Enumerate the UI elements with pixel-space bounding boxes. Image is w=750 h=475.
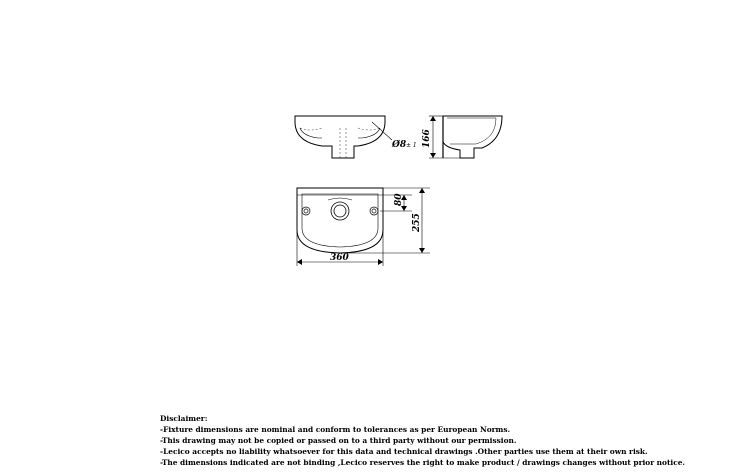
- disclaimer-line: -Fixture dimensions are nominal and conform to tolerances as per European Norms.: [160, 425, 511, 434]
- tap-offset-label: 80: [394, 193, 404, 206]
- disclaimer-title: Disclaimer:: [160, 414, 208, 423]
- tap-hole-left: [302, 207, 310, 215]
- height-dimension: [429, 116, 460, 158]
- disclaimer-line: -Lecico accepts no liability whatsoever for this data and technical drawings .Other parties use them at their own risk.: [160, 447, 648, 456]
- waste-overflow: [328, 198, 352, 200]
- depth-dimension-label: 255: [412, 213, 422, 232]
- disclaimer: [160, 413, 745, 468]
- side-view: [443, 116, 502, 158]
- disclaimer-line: -This drawing may not be copied or passed on to a third party without our permission.: [160, 436, 517, 445]
- disclaimer-line: -The dimensions indicated are not binding ,Lecico reserves the right to make product / drawings changes without prior notice.: [160, 458, 685, 467]
- width-dimension-label: 360: [330, 253, 349, 263]
- waste-outlet: [331, 202, 349, 220]
- front-view: [295, 116, 392, 158]
- hole-diameter-label: Ø8: [392, 140, 407, 150]
- tap-hole-right: [370, 207, 378, 215]
- height-dimension-label: 166: [422, 129, 432, 148]
- hole-tolerance-label: ± 1: [406, 142, 417, 149]
